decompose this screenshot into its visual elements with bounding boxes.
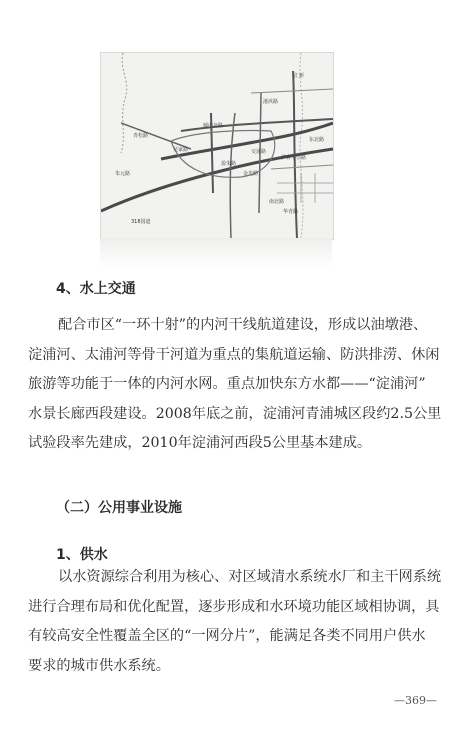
paragraph-water-transport [28, 311, 446, 459]
paragraph-line: 有较高安全性覆盖全区的“一网分片”，能满足各类不同用户供水 [28, 628, 426, 644]
map-label-gangbang: 港浜路 [263, 99, 279, 105]
paragraph-line: 以水资源综合利用为核心、对区域清水系统水厂和主干网系统 [58, 569, 442, 585]
paragraph-line: 淀浦河、太浦河等骨干河道为重点的集航道运输、防洪排涝、休闲 [28, 346, 440, 363]
map-label-nanbei: 南北路 [269, 199, 285, 205]
map-label-route318: 318国道 [131, 219, 151, 225]
map-label-dongbei: 东北路 [309, 137, 325, 143]
paragraph-line: 水景长廊西段建设。2008年底之前，淀浦河青浦城区段约2.5公里 [28, 405, 442, 422]
map-label-qingsong: 青松路 [133, 133, 149, 139]
map-label-outer: 沪青平公路 [281, 155, 307, 161]
map-label-zhuyuan: 朱元路 [115, 171, 131, 177]
section-heading-water-supply: 1、供水 [56, 547, 108, 563]
map-label-yingzhu: 盈朱路 [221, 161, 237, 167]
map-label-jiaotong: 交通路 [251, 149, 267, 155]
map-label-chengzhong: 城中北路 [203, 123, 224, 129]
road-map-figure [100, 52, 334, 240]
paragraph-line: 试验段率先建成，2010年淀浦河西段5公里基本建成。 [28, 435, 372, 451]
map-shadow [100, 238, 332, 268]
page-number: —369— [394, 694, 437, 707]
paragraph-line: 进行合理布局和优化配置，逐步形成和水环境功能区域相协调，具 [28, 598, 440, 615]
section-heading-water-transport: 4、水上交通 [56, 281, 136, 297]
map-label-wuhe: 吴家路 [173, 147, 189, 153]
map-label-huqing: 华青路 [283, 209, 299, 215]
paragraph-line: 要求的城市供水系统。 [28, 657, 170, 674]
paragraph-line: 旅游等功能于一体的内河水网。重点加快东方水都——“淀浦河” [28, 376, 426, 392]
map-label-jinguang: 金光路 [243, 171, 259, 177]
paragraph-line: 配合市区“一环十射”的内河干线航道建设，形成以油墩港、 [58, 317, 428, 333]
map-label-huijie: 汇新 [294, 73, 305, 79]
section-heading-public-utilities: （二）公用事业设施 [56, 500, 182, 516]
paragraph-water-supply [28, 563, 446, 681]
road-map-svg [101, 53, 333, 239]
